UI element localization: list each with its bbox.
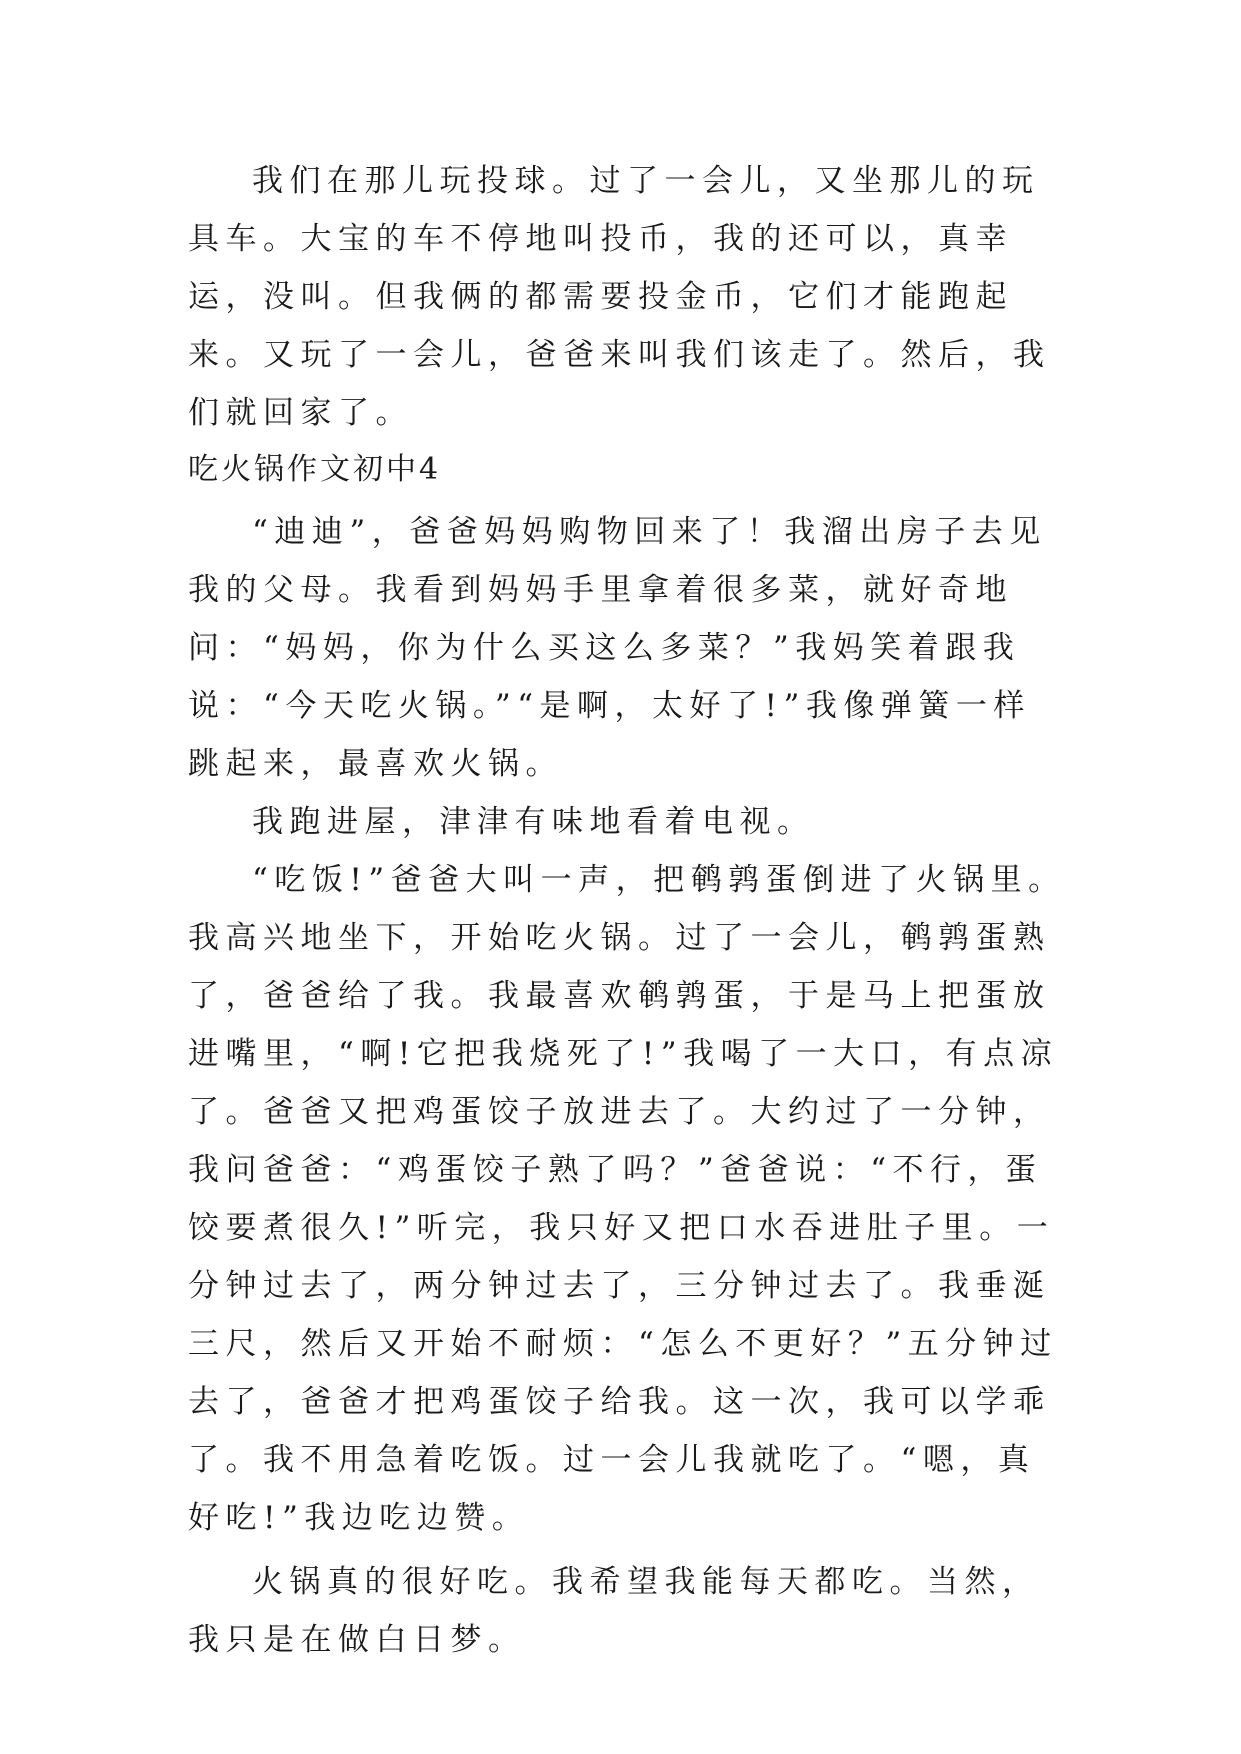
essay-paragraph-3: “吃饭!”爸爸大叫一声，把鹌鹑蛋倒进了火锅里。我高兴地坐下，开始吃火锅。过了一会儿，鹌鹑蛋熟了，爸爸给了我。我最喜欢鹌鹑蛋，于是马上把蛋放进嘴里，“啊!它把我烧死了!”我喝了一大口，有点凉了。爸爸又把鸡蛋饺子放进去了。大约过了一分钟，我问爸爸：“鸡蛋饺子熟了吗？”爸爸说：“不行，蛋饺要煮很久!”听完，我只好又把口水吞进肚子里。一分钟过去了，两分钟过去了，三分钟过去了。我垂涎三尺，然后又开始不耐烦：“怎么不更好？”五分钟过去了，爸爸才把鸡蛋饺子给我。这一次，我可以学乖了。我不用急着吃饭。过一会儿我就吃了。“嗯，真好吃!”我边吃边赞。 [188, 862, 1066, 1536]
continuation-section [188, 152, 1068, 442]
paragraph-continued: 我们在那儿玩投球。过了一会儿，又坐那儿的玩具车。大宝的车不停地叫投币，我的还可以，真幸运，没叫。但我俩的都需要投金币，它们才能跑起来。又玩了一会儿，爸爸来叫我们该走了。然后，我们就回家了。 [188, 163, 1051, 431]
essay-paragraph-1: “迪迪”，爸爸妈妈购物回来了！我溜出房子去见我的父母。我看到妈妈手里拿着很多菜，就好奇地问：“妈妈，你为什么买这么多菜？”我妈笑着跟我说：“今天吃火锅。”“是啊，太好了!”我像弹簧一样跳起来，最喜欢火锅。 [188, 514, 1047, 782]
essay-paragraph-2: 我跑进屋，津津有味地看着电视。 [252, 804, 815, 840]
essay-body [188, 503, 1068, 1669]
essay-paragraph-4: 火锅真的很好吃。我希望我能每天都吃。当然，我只是在做白日梦。 [188, 1564, 1040, 1658]
essay-title: 吃火锅作文初中4 [188, 452, 442, 487]
